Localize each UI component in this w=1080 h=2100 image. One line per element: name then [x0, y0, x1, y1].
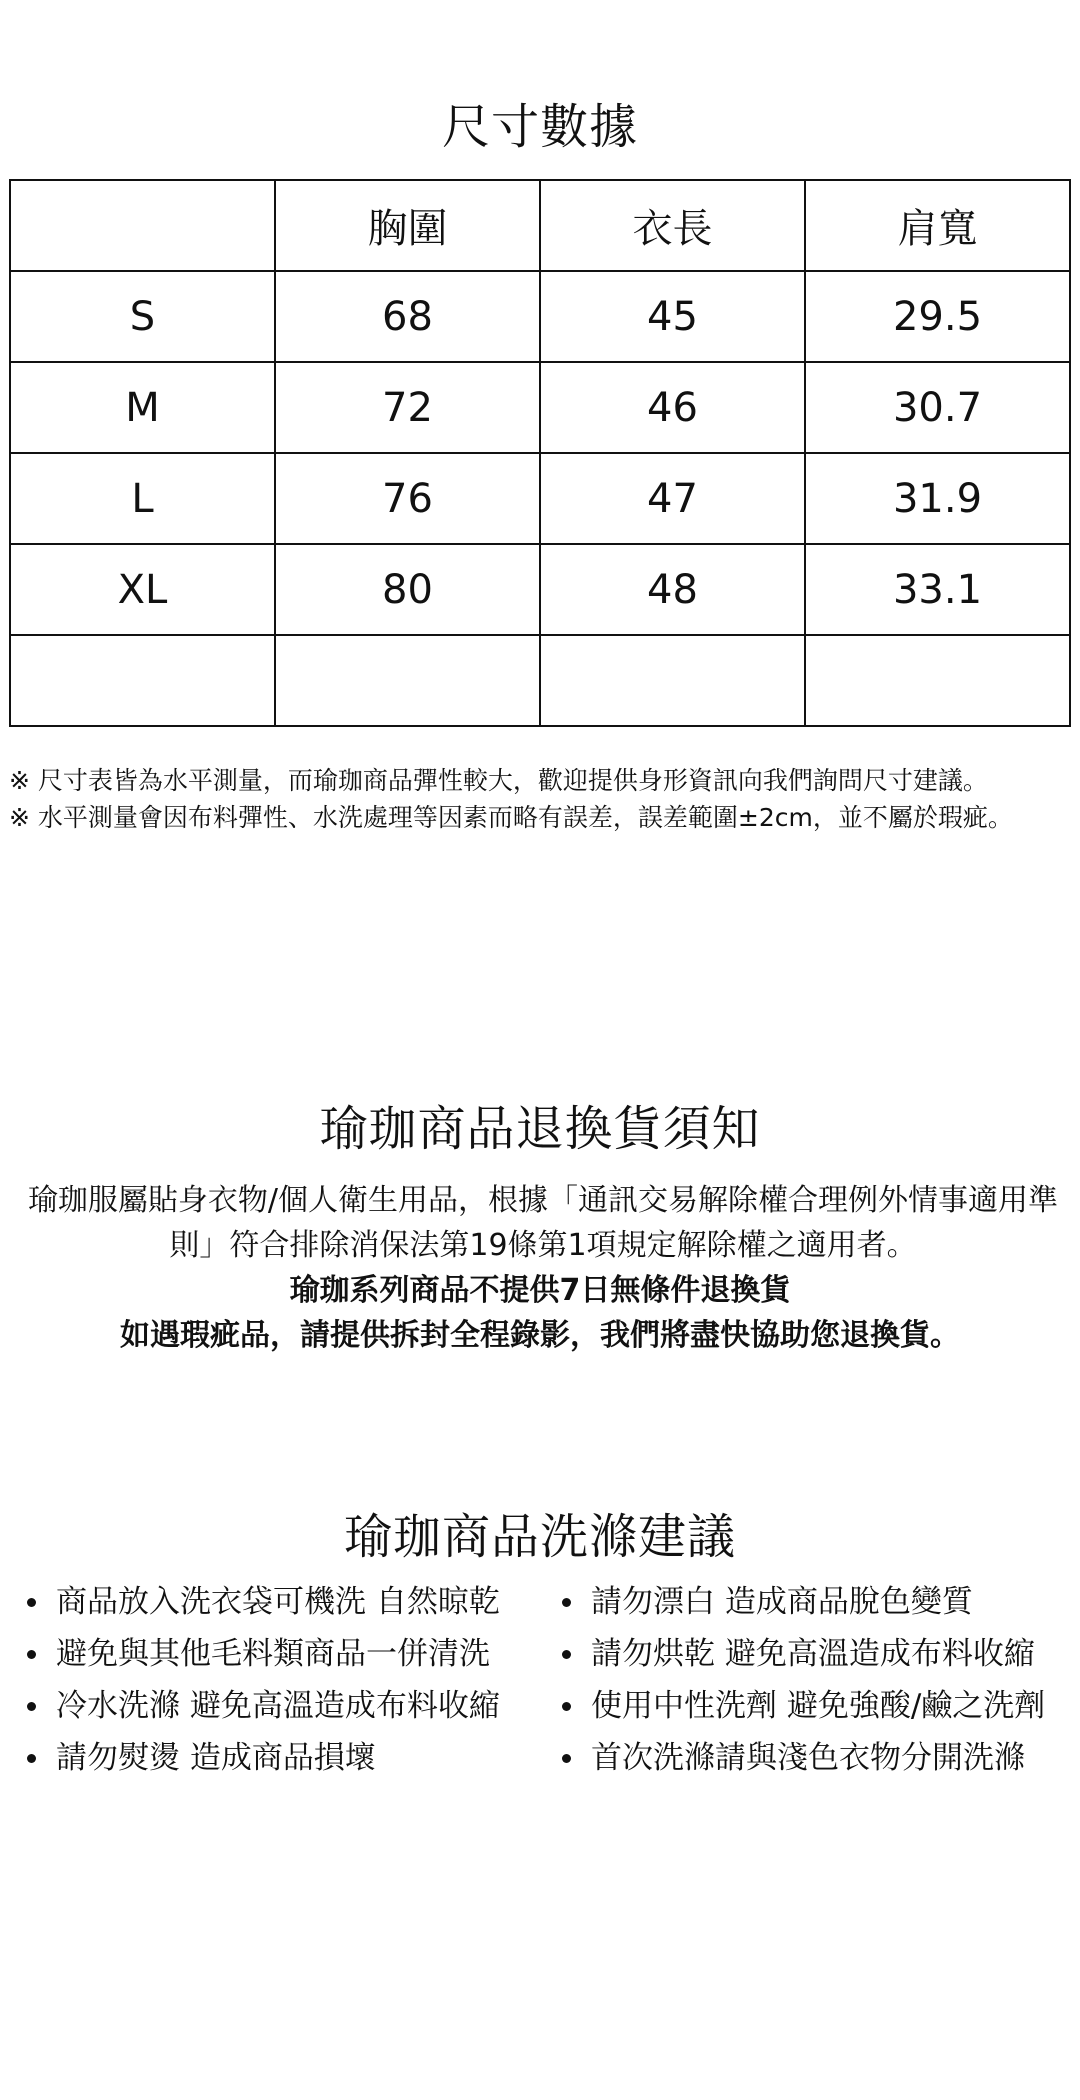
- chest-value-cell: 76: [275, 453, 540, 544]
- length-value-cell: [540, 635, 805, 726]
- table-row: [10, 453, 1070, 544]
- table-row: [10, 544, 1070, 635]
- size-label-cell: L: [10, 453, 275, 544]
- wash-care-title: 瑜珈商品洗滌建議: [343, 1509, 736, 1565]
- chest-value-cell: 80: [275, 544, 540, 635]
- return-policy-body: [0, 1178, 1080, 1358]
- header-cell-shoulder: 肩寬: [805, 180, 1070, 271]
- shoulder-value-cell: 29.5: [805, 271, 1070, 362]
- return-policy-title: 瑜珈商品退換貨須知: [319, 1101, 761, 1157]
- table-row: [10, 362, 1070, 453]
- size-label-cell: XL: [10, 544, 275, 635]
- chest-value-cell: 72: [275, 362, 540, 453]
- table-row-empty: [10, 635, 1070, 726]
- bullet-icon: [562, 1702, 571, 1711]
- bullet-icon: [562, 1598, 571, 1607]
- wash-tip: 請勿漂白 造成商品脫色變質: [591, 1584, 973, 1620]
- defect-return-notice: 如遇瑕疵品，請提供拆封全程錄影，我們將盡快協助您退換貨。: [120, 1318, 960, 1353]
- list-item: [557, 1628, 1072, 1680]
- wash-tip: 請勿烘乾 避免高溫造成布料收縮: [591, 1636, 1035, 1672]
- length-value-cell: 46: [540, 362, 805, 453]
- length-value-cell: 48: [540, 544, 805, 635]
- list-item: [22, 1576, 557, 1628]
- shoulder-value-cell: 30.7: [805, 362, 1070, 453]
- list-item: [557, 1680, 1072, 1732]
- bullet-icon: [27, 1754, 36, 1763]
- shoulder-value-cell: 31.9: [805, 453, 1070, 544]
- wash-care-list: [22, 1576, 1072, 1784]
- size-chart-title: 尺寸數據: [441, 99, 638, 155]
- shoulder-value-cell: 33.1: [805, 544, 1070, 635]
- bullet-icon: [27, 1650, 36, 1659]
- list-item: [22, 1732, 557, 1784]
- chest-value-cell: 68: [275, 271, 540, 362]
- wash-tip: 避免與其他毛料類商品一併清洗: [56, 1636, 490, 1672]
- length-value-cell: 45: [540, 271, 805, 362]
- length-value-cell: 47: [540, 453, 805, 544]
- bullet-icon: [562, 1650, 571, 1659]
- table-header-row: [10, 180, 1070, 271]
- size-notes: [9, 762, 1074, 836]
- size-note: ※ 尺寸表皆為水平測量，而瑜珈商品彈性較大，歡迎提供身形資訊向我們詢問尺寸建議。: [9, 766, 988, 795]
- size-note: ※ 水平測量會因布料彈性、水洗處理等因素而略有誤差，誤差範圍±2cm，並不屬於瑕疵。: [9, 803, 1013, 832]
- bullet-icon: [562, 1754, 571, 1763]
- wash-tip: 請勿熨燙 造成商品損壞: [56, 1740, 376, 1776]
- list-item: [22, 1680, 557, 1732]
- size-label-cell: [10, 635, 275, 726]
- size-label-cell: M: [10, 362, 275, 453]
- size-label-cell: S: [10, 271, 275, 362]
- list-item: [557, 1576, 1072, 1628]
- shoulder-value-cell: [805, 635, 1070, 726]
- chest-value-cell: [275, 635, 540, 726]
- bullet-icon: [27, 1598, 36, 1607]
- table-row: [10, 271, 1070, 362]
- wash-tip: 冷水洗滌 避免高溫造成布料收縮: [56, 1688, 500, 1724]
- wash-tip: 使用中性洗劑 避免強酸/鹼之洗劑: [591, 1688, 1046, 1724]
- no-return-notice: 瑜珈系列商品不提供7日無條件退換貨: [289, 1273, 791, 1308]
- wash-tip: 首次洗滌請與淺色衣物分開洗滌: [591, 1740, 1025, 1776]
- header-cell-length: 衣長: [540, 180, 805, 271]
- wash-tip: 商品放入洗衣袋可機洗 自然晾乾: [56, 1584, 500, 1620]
- list-item: [22, 1628, 557, 1680]
- return-policy-paragraph: 瑜珈服屬貼身衣物/個人衛生用品，根據「通訊交易解除權合理例外情事適用準則」符合排除消保法第19條第1項規定解除權之適用者。: [27, 1183, 1059, 1263]
- header-cell-size: [10, 180, 275, 271]
- header-cell-chest: 胸圍: [275, 180, 540, 271]
- size-table: [9, 179, 1071, 727]
- bullet-icon: [27, 1702, 36, 1711]
- list-item: [557, 1732, 1072, 1784]
